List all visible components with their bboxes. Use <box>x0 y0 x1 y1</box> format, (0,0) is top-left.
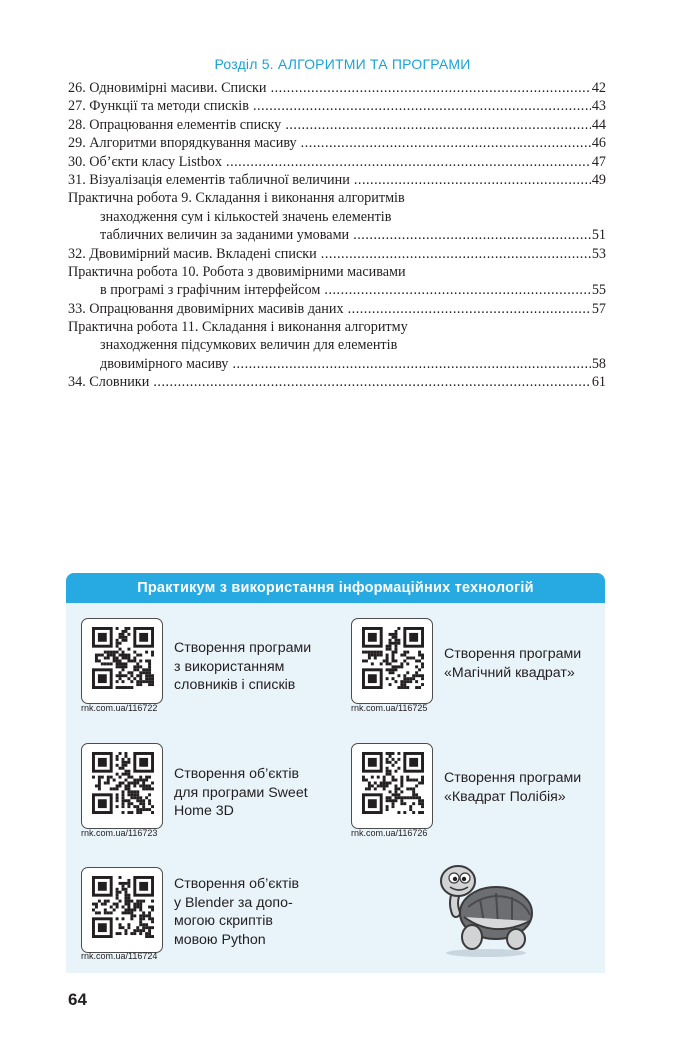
toc-entry: 34. Словники ..... 61 <box>68 373 606 391</box>
toc-page-number: 58 <box>591 355 606 372</box>
qr-code-icon <box>362 752 424 814</box>
qr-code-card[interactable] <box>351 743 433 829</box>
practicum-title: Практикум з використання інформаційних технологій <box>66 573 605 603</box>
turtle-mascot-icon <box>434 863 538 959</box>
toc-entry: 26. Одновимірні масиви. Списки ..... 42 <box>68 79 606 97</box>
toc-page-number: 57 <box>591 300 606 317</box>
toc-page-number: 49 <box>591 171 606 188</box>
toc-entry: 32. Двовимірний масив. Вкладені списки ..... 53 <box>68 245 606 263</box>
toc-page-number: 43 <box>591 98 606 115</box>
toc-entry: 31. Візуалізація елементів табличної величини ..... 49 <box>68 171 606 189</box>
toc-entry: знаходження сум і кількостей значень елементів <box>100 208 392 225</box>
resource-label: Створення програми з використанням словників і списків <box>174 640 312 693</box>
toc-page-number: 44 <box>591 116 606 133</box>
resource-label: Створення програми «Квадрат Полібія» <box>444 770 582 805</box>
toc-entry: в програмі з графічним інтерфейсом ..... 55 <box>68 281 606 299</box>
qr-code-icon <box>92 627 154 689</box>
qr-link[interactable]: rnk.com.ua/116726 <box>351 828 428 838</box>
toc-page-number: 61 <box>591 374 606 391</box>
toc-page-number: 46 <box>591 135 606 152</box>
toc-entry: Практична робота 10. Робота з двовимірними масивами <box>68 263 406 280</box>
toc-entry: 28. Опрацювання елементів списку ..... 44 <box>68 116 606 134</box>
toc-page-number: 51 <box>591 227 606 244</box>
toc-page-number: 53 <box>591 245 606 262</box>
practicum-panel <box>66 573 605 973</box>
resource-label: Створення програми «Магічний квадрат» <box>444 646 582 681</box>
toc-page-number: 55 <box>591 282 606 299</box>
qr-code-card[interactable] <box>81 743 163 829</box>
resource-label: Створення об’єктів у Blender за допо- могою скриптів мовою Python <box>174 876 300 948</box>
table-of-contents <box>68 79 606 392</box>
toc-entry: двовимірного масиву ..... 58 <box>68 355 606 373</box>
toc-entry: знаходження підсумкових величин для елементів <box>100 337 398 354</box>
qr-code-card[interactable] <box>351 618 433 704</box>
toc-page-number: 47 <box>591 153 606 170</box>
toc-entry: 27. Функції та методи списків ..... 43 <box>68 97 606 115</box>
toc-page-number: 42 <box>591 80 606 96</box>
toc-entry: Практична робота 9. Складання і виконання алгоритмів <box>68 190 405 207</box>
page-number: 64 <box>68 990 87 1009</box>
qr-code-icon <box>92 876 154 938</box>
toc-entry: 29. Алгоритми впорядкування масиву ..... 46 <box>68 134 606 152</box>
section-title: Розділ 5. АЛГОРИТМИ ТА ПРОГРАМИ <box>214 56 471 72</box>
qr-link[interactable]: rnk.com.ua/116722 <box>81 703 158 713</box>
toc-entry: 30. Об’єкти класу Listbox ..... 47 <box>68 153 606 171</box>
qr-code-card[interactable] <box>81 867 163 953</box>
qr-code-icon <box>92 752 154 814</box>
toc-entry: табличних величин за заданими умовами ..... 51 <box>68 226 606 244</box>
toc-entry: 33. Опрацювання двовимірних масивів даних ..... 57 <box>68 300 606 318</box>
resource-label: Створення об’єктів для програми Sweet Home 3D <box>174 766 308 819</box>
qr-link[interactable]: rnk.com.ua/116725 <box>351 703 428 713</box>
qr-code-card[interactable] <box>81 618 163 704</box>
qr-code-icon <box>362 627 424 689</box>
toc-entry: Практична робота 11. Складання і виконання алгоритму <box>68 319 408 336</box>
qr-link[interactable]: rnk.com.ua/116723 <box>81 828 158 838</box>
qr-link[interactable]: rnk.com.ua/116724 <box>81 951 158 961</box>
